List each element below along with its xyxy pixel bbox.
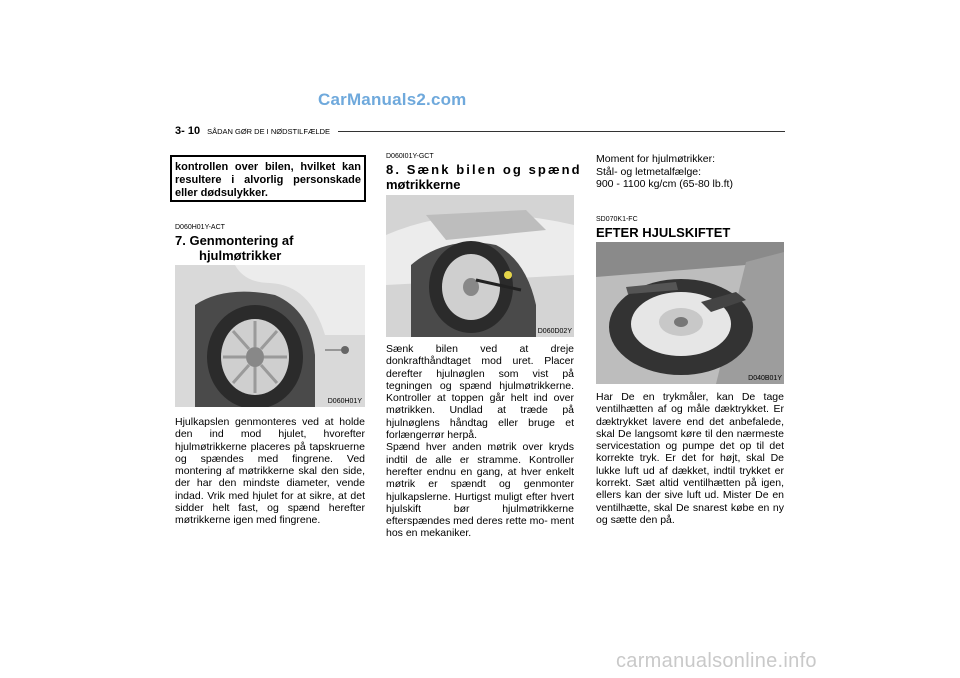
heading-8-line1: 8. Sænk bilen og spænd [386,162,582,177]
heading-7-line2: hjulmøtrikker [199,248,282,263]
watermark-top[interactable]: CarManuals2.com [318,90,467,109]
torque-line2: Stål- og letmetalfælge: [596,165,702,178]
header-rule [338,131,785,132]
section-8-body [386,343,574,540]
watermark-bottom[interactable]: carmanualsonline.info [616,650,817,672]
section-7-body: Hjulkapslen genmonteres ved at holde den ind mod hjulet, hvorefter hjulmøtrikkerne placeres på tapskruerne og spændes med fingrene. Ved montering af møtrikkerne skal den side, der har den mindste diameter, vende indad. Vrik med hjulet for at sikre, at det sidder helt fast, og spænd herefter møtrikkerne igen med fingrene. [175,416,365,527]
page-header [175,124,785,138]
torque-line1: Moment for hjulmøtrikker: [596,153,716,165]
heading-7-line1: 7. Genmontering af [175,233,294,248]
torque-line3: 900 - 1100 kg/cm (65-80 lb.ft) [596,178,733,190]
lower-car-photo [386,195,574,337]
photo-code-7: D060H01Y [327,398,362,405]
section-code-7: D060H01Y-ACT [175,224,225,231]
section-code-after: SD070K1-FC [596,216,638,223]
photo-code-after: D040B01Y [748,375,782,382]
section-heading-8 [386,162,582,192]
warning-text: kontrollen over bilen, hvilket kan resultere i alvorlig personskade eller dødsulykker. [175,161,361,199]
photo-code-8: D060D02Y [537,328,572,335]
section-8-body-p1: Sænk bilen ved at dreje donkrafthåndtaget mod uret. Placer derefter hjulnøglen som vist på tegningen og spænd hjulmøtrikkerne. Kontroller at toppen går helt ind over møtrikken. Undlad at træde på hjulnøglens håndtag eller bruge et forlængerrør herpå. [386,343,574,442]
heading-8-line2: møtrikkerne [386,177,461,192]
section-heading-7 [175,233,365,263]
warning-box [170,155,366,202]
section-heading-after: EFTER HJULSKIFTET [596,225,731,240]
page-number: 3- 10 [175,125,201,137]
spare-tire-photo [596,242,784,384]
section-code-8: D060I01Y-GCT [386,153,434,160]
after-tire-change-body: Har De en trykmåler, kan De tage ventilhætten af og måle dæktrykket. Er dæktrykket lavere end det anbefalede, skal De langsomt køre til den nærmeste servicestation og pumpe det op til det korrekte tryk. Er det for højt, skal De lukke luft ud af dækket, indtil trykket er korrekt. Sæt altid ventilhætten på igen, ellers kan der sive luft ud. Mister De en ventilhætte, skal De snarest købe en ny og sætte den på. [596,391,784,526]
wheel-mount-photo [175,265,365,407]
torque-spec [596,153,786,191]
section-title: SÅDAN GØR DE I NØDSTILFÆLDE [207,126,331,136]
section-8-body-p2: Spænd hver anden møtrik over kryds indtil de alle er stramme. Kontroller herefter endnu en gang, at hver enkelt møtrik er spændt og genmonter hjulkapslerne. Hurtigst muligt efter hvert hjulskift bør hjulmøtrikkerne efterspændes med deres rette mo- ment hos en mekaniker. [386,441,574,540]
